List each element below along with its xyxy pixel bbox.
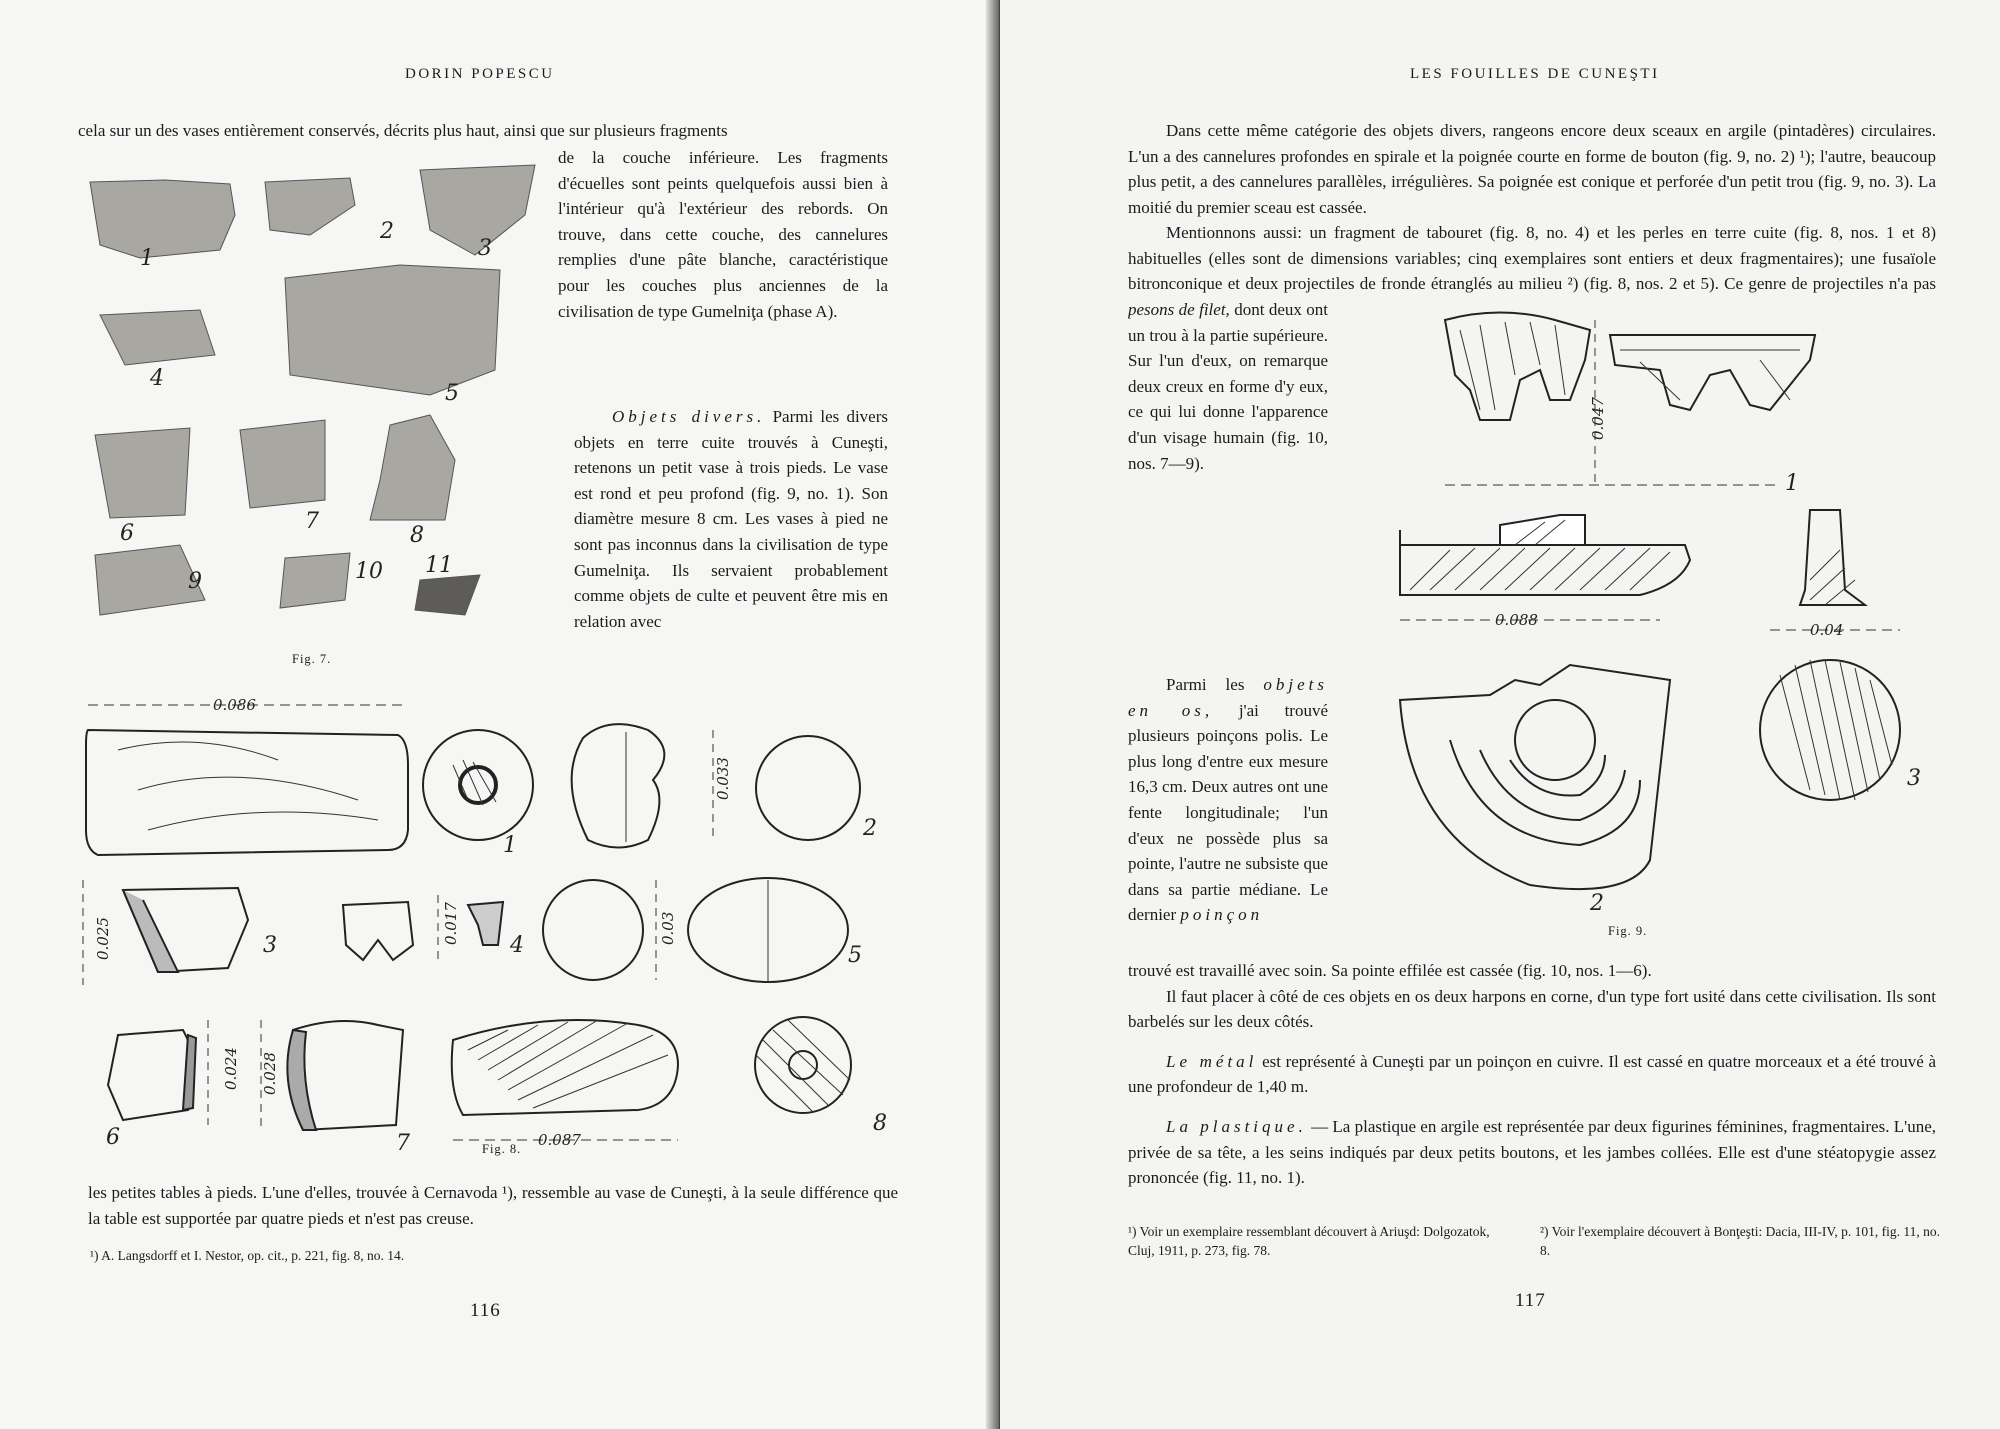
bottom-text-left (88, 1180, 898, 1231)
running-head-right: LES FOUILLES DE CUNEŞTI (1410, 66, 1660, 82)
fig8-item-3 (83, 880, 277, 985)
figure-8-plate (78, 690, 898, 1160)
footnote-left: ¹) A. Langsdorff et I. Nestor, op. cit., p. 221, fig. 8, no. 14. (90, 1248, 405, 1263)
fig7-number: 8 (410, 523, 424, 548)
intro-rest: de la couche inférieure. Les fragments d'écuelles sont peints quelquefois aussi bien à l'intérieur qu'à l'extérieur des rebords. On trouve, dans cette couche, des cannelures remplies d'une pâte blanche, caractéristique pour les couches plus anciennes de la civilisation de type Gumelniţa (phase A). (558, 148, 888, 321)
fig7-number: 9 (188, 569, 202, 594)
os-heading: objets en os, (1128, 675, 1328, 720)
right-para2-start (1128, 220, 1936, 297)
fig8-dim: 0.025 (94, 917, 112, 960)
fig7-number: 4 (150, 366, 164, 391)
right-page (1000, 0, 2000, 1429)
fig7-number: 6 (120, 521, 134, 546)
fig8-number: 7 (396, 1131, 410, 1156)
os-end: trouvé est travaillé avec soin. Sa pointe effilée est cassée (fig. 10, nos. 1—6). (1128, 961, 1652, 980)
fig9-caption: Fig. 9. (1608, 924, 1648, 938)
fig9-dim: 0.088 (1495, 611, 1538, 629)
fig8-dim: 0.028 (261, 1052, 279, 1095)
fig9-item-3 (1760, 510, 1921, 800)
fig8-item-4 (343, 895, 524, 960)
fig7-number: 3 (478, 236, 492, 261)
fig7-fragment-11 (415, 575, 480, 615)
fig8-number: 2 (863, 816, 877, 841)
fig8-number: 4 (510, 933, 524, 958)
intro-column (558, 145, 888, 324)
fig9-number: 2 (1590, 891, 1604, 916)
fig8-item-5 (543, 878, 862, 982)
fig8-caption: Fig. 8. (482, 1142, 522, 1156)
fig9-number: 1 (1785, 471, 1799, 496)
metal-text: est représenté à Cuneşti par un poinçon en cuivre. Il est cassé en quatre morceaux et a été trouvé à une profondeur de 1,40 m. (1128, 1051, 1937, 1097)
fig7-number: 10 (355, 559, 383, 584)
page-number-right: 117 (1515, 1290, 1546, 1311)
fig8-dim: 0.024 (222, 1047, 240, 1090)
fig9-dim: 0.047 (1589, 397, 1607, 440)
metal-heading: Le métal (1166, 1051, 1258, 1071)
running-head-left: DORIN POPESCU (405, 66, 555, 82)
bottom-paragraph-left: les petites tables à pieds. L'une d'elles, trouvée à Cernavoda ¹), ressemble au vase de Cuneşti, à la seule différence que la table est supportée par quatre pieds et n'est pas creuse. (88, 1183, 898, 1228)
fig8-item-2 (572, 724, 877, 847)
fig8-number: 5 (848, 943, 862, 968)
objets-heading: Objets divers. (612, 407, 766, 426)
fig8-number: 8 (873, 1111, 887, 1136)
fig7-fragment-10 (280, 553, 350, 608)
fig7-number: 1 (140, 246, 154, 271)
para-metal (1128, 1049, 1936, 1100)
fig9-dim: 0.04 (1810, 621, 1844, 639)
fig8-number: 1 (503, 833, 517, 858)
fig8-item-6-7 (106, 1020, 410, 1156)
intro-line (78, 118, 888, 144)
poincon-word: poinçon (1180, 905, 1264, 925)
fig8-item-8 (452, 1017, 887, 1149)
fig7-fragment-8 (370, 415, 455, 520)
para-harpons: Il faut placer à côté de ces objets en os deux harpons en corne, d'un type fort usité dans cette civilisation. Ils sont barbelés sur les deux côtés. (1128, 986, 1936, 1032)
right-lower-text (1128, 958, 1936, 1191)
right-narrow-column (1128, 297, 1328, 657)
fig7-number: 7 (305, 509, 319, 534)
fig7-fragment-1 (90, 180, 235, 258)
fig8-dim: 0.033 (714, 757, 732, 800)
fig8-dim: 0.087 (538, 1131, 581, 1149)
figure-7-plate (80, 160, 560, 620)
para-os (1128, 672, 1328, 928)
footnote-right-2: ²) Voir l'exemplaire découvert à Bonţeşti: Dacia, III-IV, p. 101, fig. 11, no. 8. (1540, 1224, 1941, 1258)
fig7-fragment-5 (285, 265, 500, 395)
objets-text: Parmi les divers objets en terre cuite trouvés à Cuneşti, retenons un petit vase à trois pieds. Le vase est rond et peu profond (fig. 9, no. 1). Son diamètre mesure 8 cm. Les vases à pied ne sont pas inconnus dans la civilisation de type Gumelniţa. Ils servaient probablement comme objets de culte et peuvent être mis en relation avec (574, 407, 888, 631)
fig8-number: 6 (106, 1125, 120, 1150)
page-number-left: 116 (470, 1300, 501, 1321)
fig8-number: 3 (263, 933, 277, 958)
pesons-italic: pesons de filet, (1128, 300, 1230, 319)
objets-paragraph (574, 404, 888, 634)
fig8-dim: 0.017 (442, 902, 460, 945)
fig7-fragment-2 (265, 178, 355, 235)
fig9-item-1 (1445, 313, 1815, 497)
right-os-column (1128, 672, 1328, 928)
fig8-dim: 0.086 (213, 696, 256, 714)
plastique-text: — La plastique en argile est représentée par deux figurines féminines, fragmentaires. L'une, privée de sa tête, a les seins indiqués par deux petits boutons, et les jambes collées. Elle est d'une stéatopygie assez prononcée (fig. 11, no. 1). (1128, 1116, 1936, 1188)
plastique-heading: La plastique. (1166, 1116, 1307, 1136)
figure-9-plate (1340, 300, 1940, 945)
fig7-fragment-6 (95, 428, 190, 518)
objets-divers-column (574, 404, 888, 634)
fig8-dim: 0.03 (659, 911, 677, 945)
fig7-caption: Fig. 7. (292, 652, 332, 666)
fig9-number: 3 (1907, 766, 1921, 791)
os-text: j'ai trouvé plusieurs poinçons polis. Le plus long d'entre eux mesure 16,3 cm. Deux autres ont une fente longitudinale; l'un d'eux ne possède plus sa pointe, l'autre ne subsiste que dans sa partie médiane. Le dernier (1128, 700, 1328, 925)
fig7-number: 5 (445, 381, 459, 406)
fig7-number: 11 (425, 553, 453, 578)
os-intro: Parmi les (1166, 675, 1245, 694)
right-top-text (1128, 118, 1936, 220)
para-plastique (1128, 1114, 1936, 1191)
fig7-number: 2 (380, 219, 394, 244)
footnote-right-1: ¹) Voir un exemplaire ressemblant découvert à Ariuşd: Dolgozatok, Cluj, 1911, p. 273, fig. 78. (1128, 1224, 1490, 1258)
fig8-item-1 (86, 696, 533, 858)
para-sceaux: Dans cette même catégorie des objets divers, rangeons encore deux sceaux en argile (pintadères) circulaires. L'un a des cannelures profondes en spirale et la poignée courte en forme de bouton (fig. 9, no. 2) ¹); l'autre, beaucoup plus petit, a des cannelures parallèles, irrégulières. Sa poignée est conique et perforée d'un petit trou (fig. 9, no. 3). La moitié du premier sceau est cassée. (1128, 121, 1936, 217)
fig7-fragment-4 (100, 310, 215, 365)
pesons-text: dont deux ont un trou à la partie supérieure. Sur l'un d'eux, on remarque deux creux en forme d'y eux, ce qui lui donne l'apparence d'un visage humain (fig. 10, nos. 7—9). (1128, 300, 1328, 473)
fig7-fragment-7 (240, 420, 325, 508)
para-mentionnons: Mentionnons aussi: un fragment de tabouret (fig. 8, no. 4) et les perles en terre cuite (fig. 8, nos. 1 et 8) habituelles (elles sont de dimensions variables; cinq exemplaires sont entiers et deux fragmentaires); une fusaïole bitronconique et deux projectiles de fronde étranglés au milieu ²) (fig. 8, nos. 2 et 5). Ce genre de projectiles n'a pas (1128, 223, 1936, 294)
para-pesons (1128, 297, 1328, 476)
fig9-item-2 (1400, 515, 1690, 916)
intro-first-line: cela sur un des vases entièrement conservés, décrits plus haut, ainsi que sur plusieurs fragments (78, 121, 728, 140)
